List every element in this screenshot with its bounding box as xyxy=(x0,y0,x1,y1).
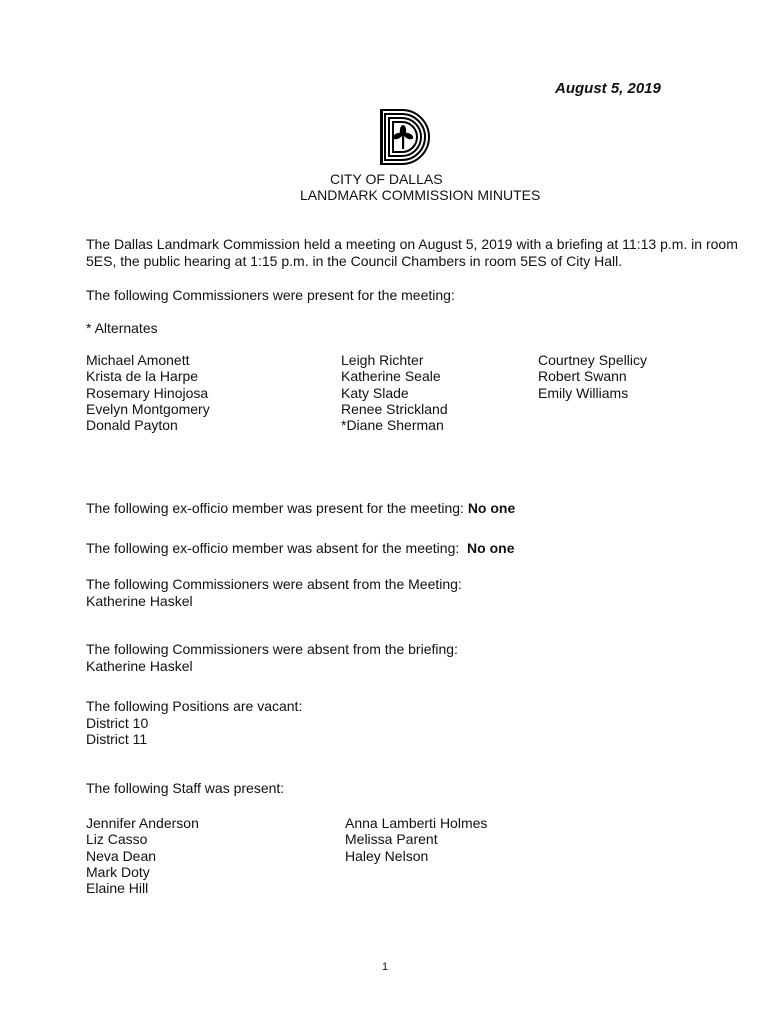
staff-name: Mark Doty xyxy=(86,863,150,880)
absent-briefing-heading: The following Commissioners were absent from the briefing: xyxy=(86,641,458,657)
staff-name: Anna Lamberti Holmes xyxy=(345,815,488,831)
commissioner-name: Katherine Seale xyxy=(341,368,441,385)
present-column-2 xyxy=(341,352,448,433)
present-column-3 xyxy=(538,352,647,401)
ex-officio-present-label: The following ex-officio member was present for the meeting: xyxy=(86,500,464,516)
staff-column-2 xyxy=(345,815,487,864)
staff-column-1 xyxy=(86,815,199,896)
commissioner-name: Renee Strickland xyxy=(341,400,448,417)
intro-paragraph xyxy=(86,236,738,269)
staff-heading: The following Staff was present: xyxy=(86,780,285,796)
ex-officio-absent-line xyxy=(86,540,515,556)
city-title: CITY OF DALLAS xyxy=(330,171,443,187)
commissioner-name: Krista de la Harpe xyxy=(86,368,199,385)
commissioner-name: Rosemary Hinojosa xyxy=(86,384,209,401)
commissioner-name: Katy Slade xyxy=(341,384,409,401)
staff-name: Liz Casso xyxy=(86,831,148,848)
commissioner-name: Michael Amonett xyxy=(86,352,190,368)
staff-name: Jennifer Anderson xyxy=(86,815,199,831)
vacant-position: District 10 xyxy=(86,714,149,731)
staff-name: Haley Nelson xyxy=(345,847,429,864)
commissioner-name: Emily Williams xyxy=(538,384,629,401)
present-heading: The following Commissioners were present for the meeting: xyxy=(86,287,455,303)
staff-name: Neva Dean xyxy=(86,847,157,864)
commissioner-name: Evelyn Montgomery xyxy=(86,400,210,417)
vacant-position: District 11 xyxy=(86,731,148,747)
document-date: August 5, 2019 xyxy=(555,80,661,97)
page-number: 1 xyxy=(382,961,389,973)
absent-briefing-section xyxy=(86,641,458,674)
vacant-section xyxy=(86,698,302,748)
commissioner-name: Donald Payton xyxy=(86,417,178,434)
absent-meeting-name: Katherine Haskel xyxy=(86,592,193,609)
commissioner-name: *Diane Sherman xyxy=(341,417,444,434)
intro-line-1: The Dallas Landmark Commission held a meeting on August 5, 2019 with a briefing at 11:13 p.m. in room xyxy=(86,236,738,252)
absent-meeting-section xyxy=(86,576,462,609)
commissioner-name: Leigh Richter xyxy=(341,352,424,368)
vacant-heading: The following Positions are vacant: xyxy=(86,698,303,714)
alternates-note: * Alternates xyxy=(86,320,158,336)
ex-officio-absent-value: No one xyxy=(467,540,515,556)
commission-title: LANDMARK COMMISSION MINUTES xyxy=(300,187,541,203)
present-column-1 xyxy=(86,352,210,433)
commissioner-name: Courtney Spellicy xyxy=(538,352,647,368)
intro-line-2: 5ES, the public hearing at 1:15 p.m. in the Council Chambers in room 5ES of City Hall. xyxy=(86,252,623,269)
ex-officio-present-value: No one xyxy=(467,500,516,516)
absent-meeting-heading: The following Commissioners were absent from the Meeting: xyxy=(86,576,462,592)
staff-name: Melissa Parent xyxy=(345,831,438,848)
ex-officio-present-line xyxy=(86,500,515,516)
absent-briefing-name: Katherine Haskel xyxy=(86,657,193,674)
commissioner-name: Robert Swann xyxy=(538,368,627,385)
ex-officio-absent-label: The following ex-officio member was absent for the meeting: xyxy=(86,540,460,556)
staff-name: Elaine Hill xyxy=(86,880,149,897)
city-of-dallas-d-logo-icon xyxy=(378,106,436,166)
